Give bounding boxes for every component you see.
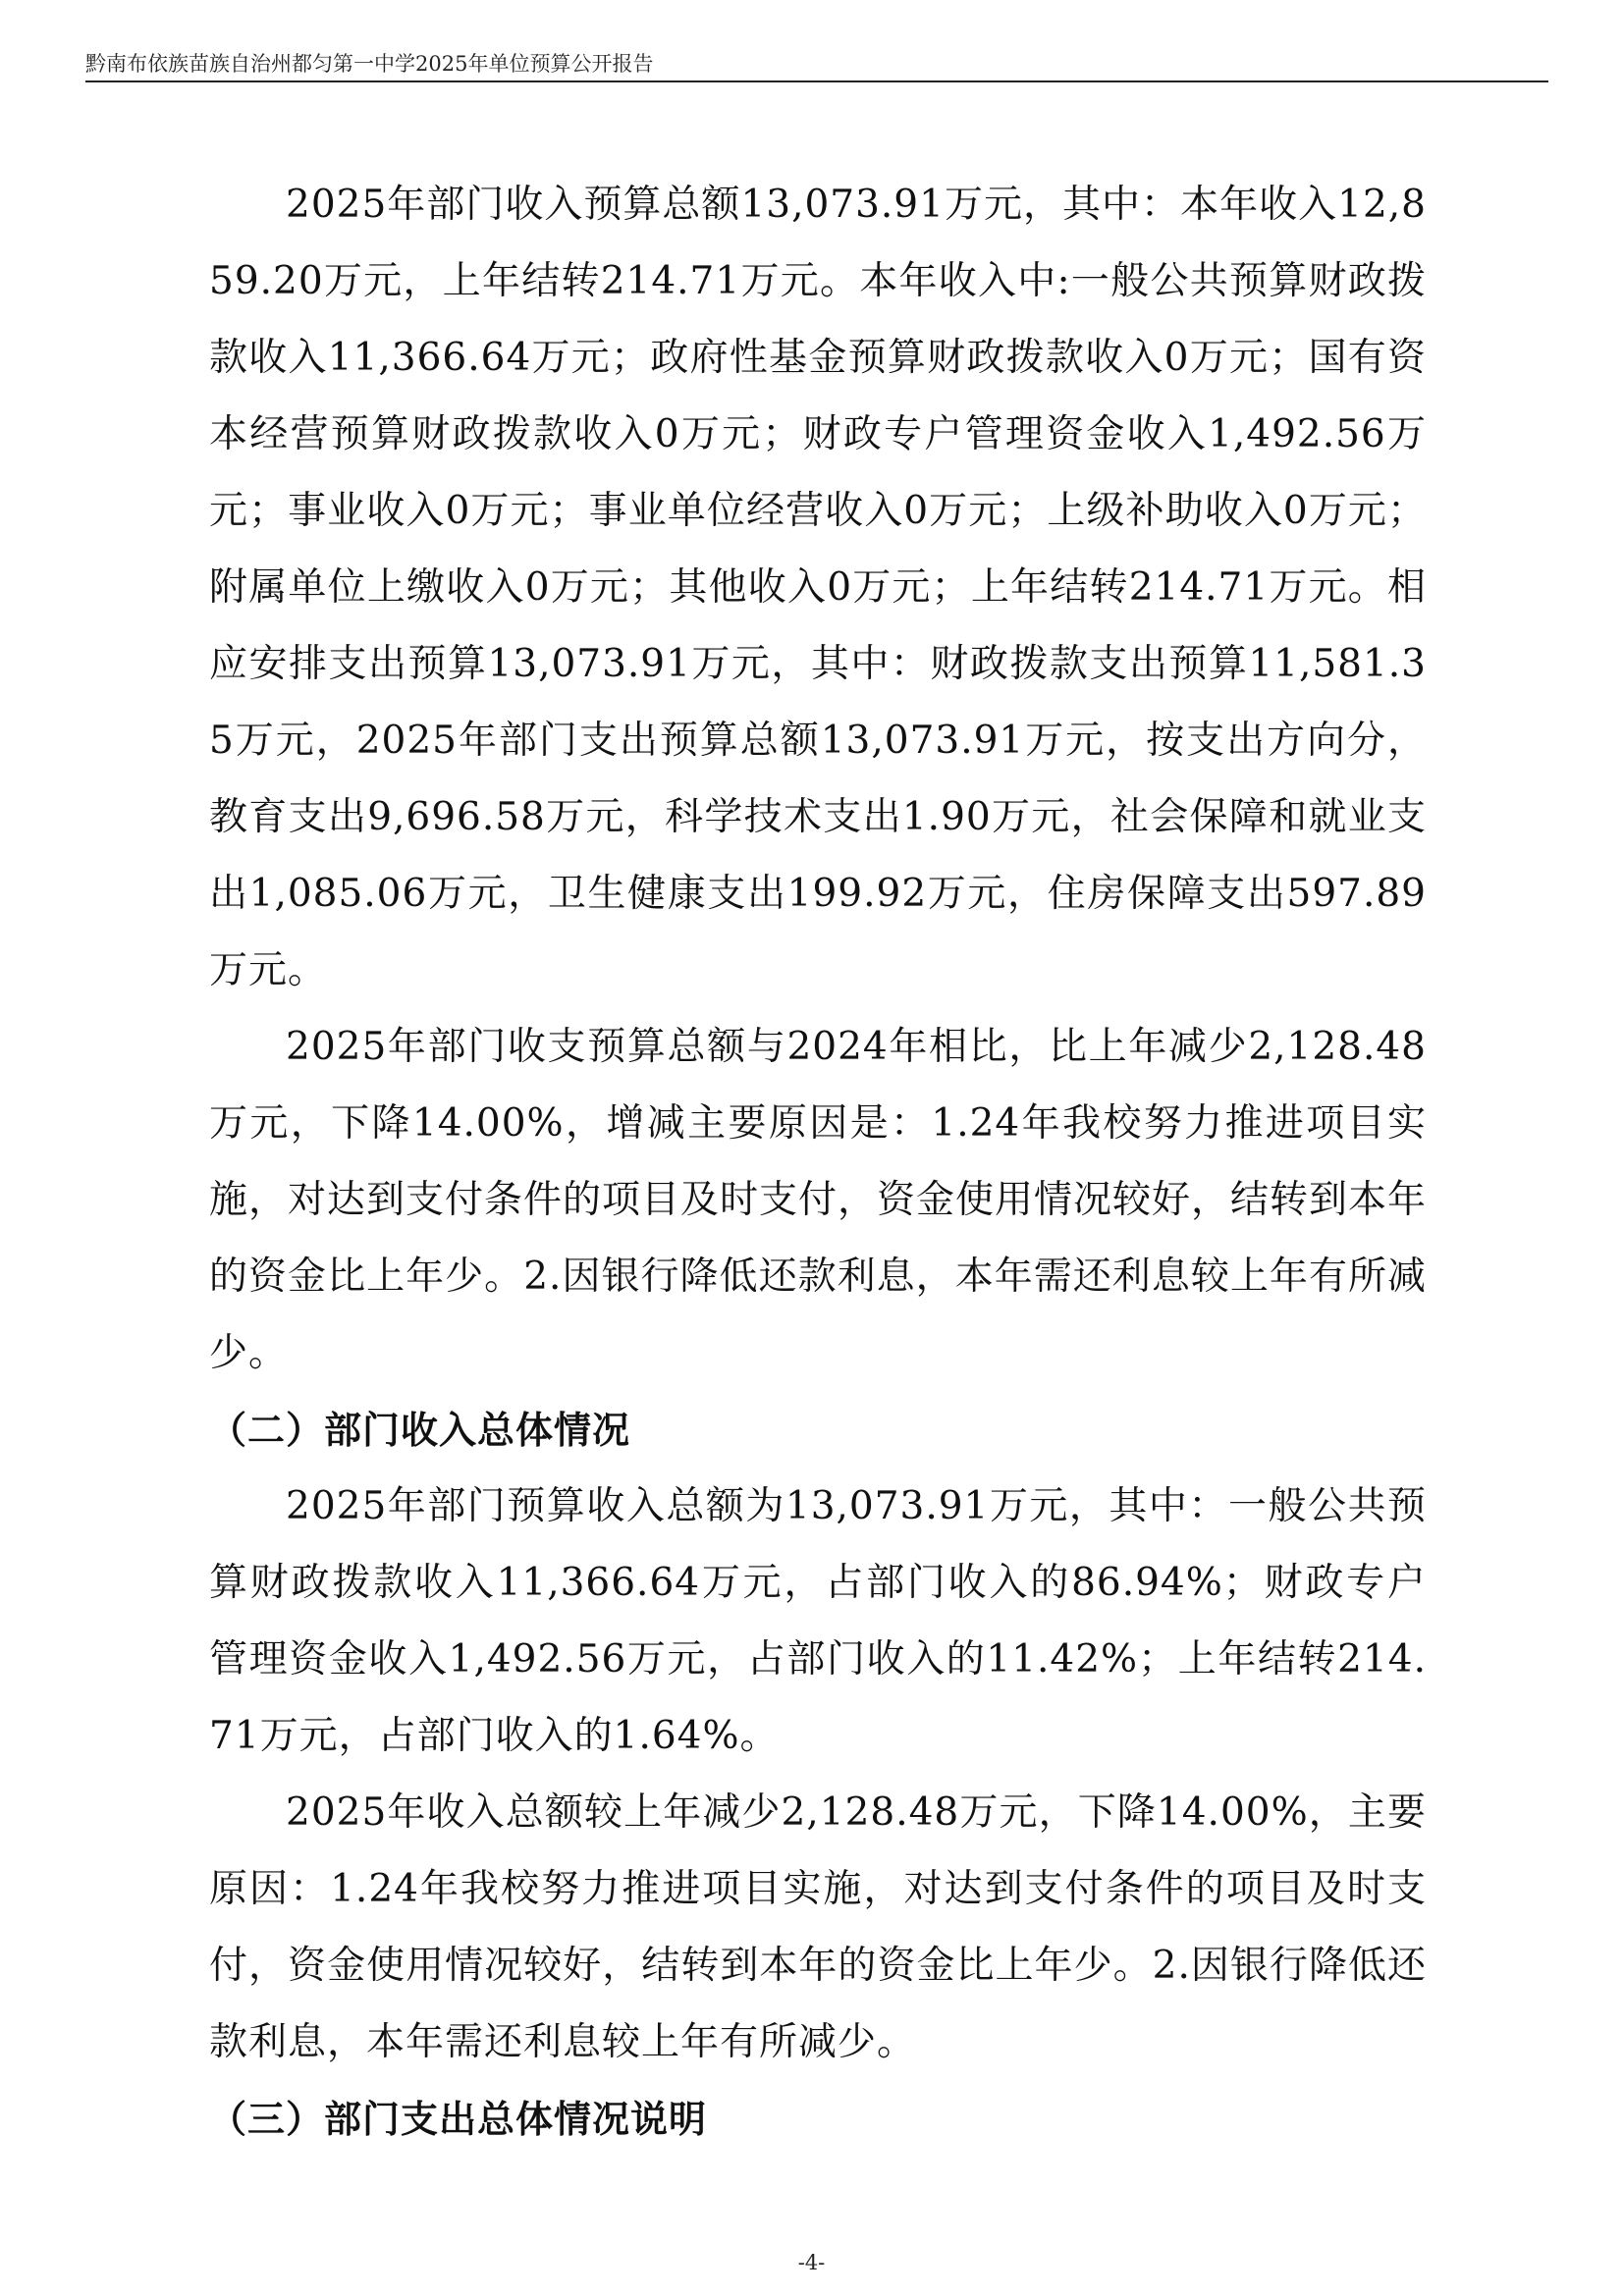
paragraph-budget-comparison: 2025年部门收支预算总额与2024年相比，比上年减少2,128.48万元，下降14.00%，增减主要原因是：1.24年我校努力推进项目实施，对达到支付条件的项目及时支付，资金使用情况较好，结转到本年的资金比上年少。2.因银行降低还款利息，本年需还利息较上年有所减少。 (209, 1025, 1428, 1375)
paragraph-income-change: 2025年收入总额较上年减少2,128.48万元，下降14.00%，主要原因：1.24年我校努力推进项目实施，对达到支付条件的项目及时支付，资金使用情况较好，结转到本年的资金比上年少。2.因银行降低还款利息，本年需还利息较上年有所减少。 (209, 1790, 1427, 2064)
paragraph-income-breakdown: 2025年部门预算收入总额为13,073.91万元，其中：一般公共预算财政拨款收入11,366.64万元，占部门收入的86.94%；财政专户管理资金收入1,492.56万元，占部门收入的11.42%；上年结转214.71万元，占部门收入的1.64%。 (209, 1484, 1427, 1758)
page-number: -4- (797, 2251, 826, 2274)
paragraph-budget-overview: 2025年部门收入预算总额13,073.91万元，其中：本年收入12,859.20万元，上年结转214.71万元。本年收入中:一般公共预算财政拨款收入11,366.64万元；政府性基金预算财政拨款收入0万元；国有资本经营预算财政拨款收入0万元；财政专户管理资金收入1,492.56万元；事业收入0万元；事业单位经营收入0万元；上级补助收入0万元；附属单位上缴收入0万元；其他收入0万元；上年结转214.71万元。相应安排支出预算13,073.91万元，其中：财政拨款支出预算11,581.35万元，2025年部门支出预算总额13,073.91万元，按支出方向分，教育支出9,696.58万元，科学技术支出1.90万元，社会保障和就业支出1,085.06万元，卫生健康支出199.92万元，住房保障支出597.89万元。 (209, 183, 1427, 992)
section-heading-expenditure: （三）部门支出总体情况说明 (209, 2098, 708, 2141)
report-title: 黔南布依族苗族自治州都匀第一中学2025年单位预算公开报告 (85, 52, 654, 76)
section-heading-income: （二）部门收入总体情况 (209, 1409, 631, 1452)
page-header (85, 51, 1548, 82)
document-body (209, 167, 1427, 2158)
